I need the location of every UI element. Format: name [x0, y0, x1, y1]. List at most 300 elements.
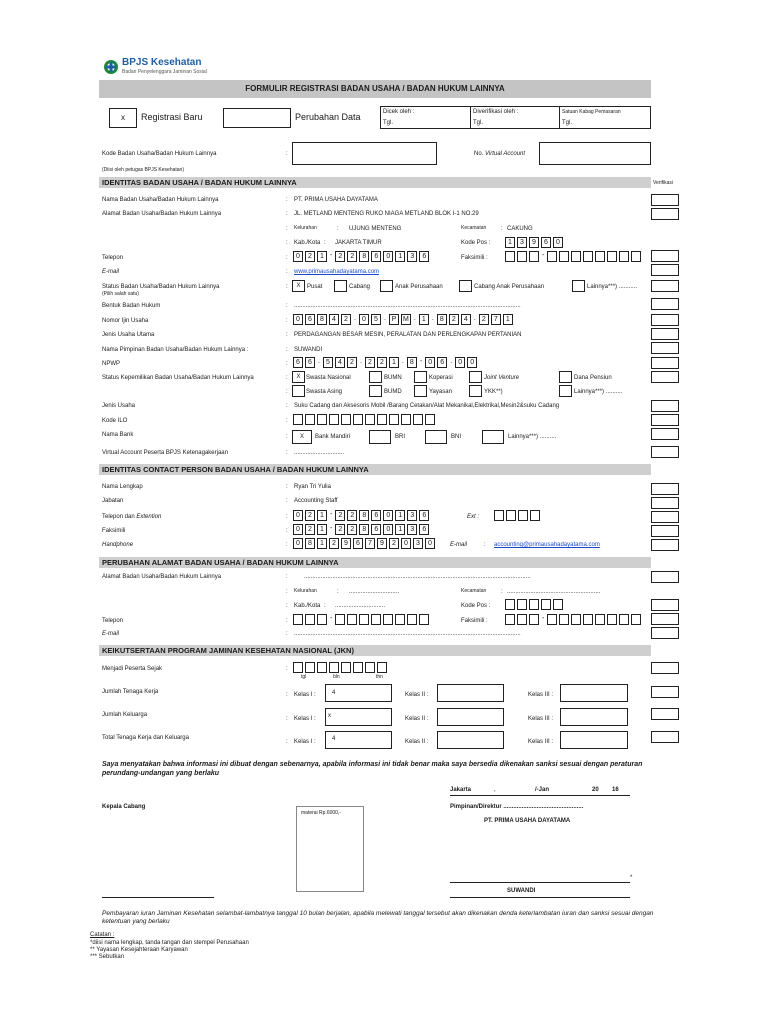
char-cell[interactable]	[595, 614, 605, 625]
swasta-nasional-checkbox[interactable]: X	[292, 371, 305, 383]
char-cell[interactable]	[305, 614, 315, 625]
k3-label: Kelas III :	[528, 692, 554, 698]
cabang-anak-checkbox[interactable]	[459, 280, 472, 292]
izin-cells[interactable]	[293, 314, 515, 325]
colon: :	[337, 589, 339, 595]
catatan-title: Catatan :	[90, 932, 115, 938]
char-cell[interactable]	[395, 614, 405, 625]
jkn-tk-label: Jumlah Tenaga Kerja	[102, 689, 159, 695]
char-cell[interactable]	[377, 662, 387, 673]
lainnya2-checkbox[interactable]	[559, 385, 572, 397]
char-cell[interactable]	[583, 251, 593, 262]
direktur-sign-line	[450, 882, 630, 883]
bank-label: Nama Bank	[102, 432, 134, 438]
ab-faks-cells[interactable]	[505, 614, 643, 625]
char-cell[interactable]: M	[401, 314, 411, 325]
char-cell[interactable]	[425, 414, 435, 425]
lainnya-checkbox[interactable]	[572, 280, 585, 292]
char-cell[interactable]	[317, 614, 327, 625]
kodepos-cells[interactable]	[505, 237, 565, 248]
jkn-sejak-cells[interactable]	[293, 662, 389, 673]
verifikasi-checkbox[interactable]	[651, 497, 679, 509]
char-cell[interactable]: -	[541, 251, 545, 262]
char-cell[interactable]: 8	[359, 251, 369, 262]
char-cell[interactable]: 1	[505, 237, 515, 248]
char-cell[interactable]: -	[329, 614, 333, 625]
virtual-account-input[interactable]	[539, 142, 651, 165]
char-cell[interactable]	[631, 614, 641, 625]
satgas-tgl: Tgl.	[562, 120, 573, 126]
char-cell[interactable]: 1	[317, 524, 327, 535]
registrasi-baru-checkbox[interactable]: x	[109, 108, 137, 128]
char-cell[interactable]: 0	[383, 510, 393, 521]
char-cell[interactable]: 7	[491, 314, 501, 325]
char-cell[interactable]: 8	[305, 538, 315, 549]
char-cell[interactable]	[583, 614, 593, 625]
swasta-asing-checkbox[interactable]	[292, 385, 305, 397]
char-cell[interactable]: 1	[395, 524, 405, 535]
cp-jabatan-label: Jabatan	[102, 498, 124, 504]
char-cell[interactable]: 4	[329, 314, 339, 325]
char-cell[interactable]: .	[413, 314, 417, 325]
total-kelas1-input[interactable]: 4	[325, 731, 392, 749]
ab-alamat-label: Alamat Badan Usaha/Badan Hukum Lainnya	[102, 574, 222, 580]
char-cell[interactable]: 1	[395, 510, 405, 521]
ykk-label: YKK**)	[484, 389, 503, 395]
char-cell[interactable]	[530, 510, 540, 521]
char-cell[interactable]: 5	[323, 357, 333, 368]
ykk-checkbox[interactable]	[469, 385, 482, 397]
char-cell[interactable]: 9	[377, 538, 387, 549]
char-cell[interactable]: 0	[401, 538, 411, 549]
char-cell[interactable]	[553, 599, 563, 610]
cabang-anak-label: Cabang Anak Perusahaan	[474, 284, 545, 290]
char-cell[interactable]: 2	[335, 524, 345, 535]
nama-label: Nama Badan Usaha/Badan Hukum Lainnya	[102, 197, 219, 203]
char-cell[interactable]: 2	[347, 524, 357, 535]
char-cell[interactable]	[505, 599, 515, 610]
char-cell[interactable]	[389, 414, 399, 425]
colon: :	[286, 197, 288, 203]
char-cell[interactable]: 0	[293, 251, 303, 262]
char-cell[interactable]: 2	[377, 357, 387, 368]
char-cell[interactable]: -	[329, 251, 333, 262]
verifikasi-checkbox[interactable]	[651, 298, 679, 310]
char-cell[interactable]: -	[329, 524, 333, 535]
colon: :	[501, 589, 503, 595]
kodepos-label: Kode Pos :	[461, 240, 491, 246]
char-cell[interactable]	[341, 414, 351, 425]
jkn-kel-label: Jumlah Keluarga	[102, 712, 148, 718]
char-cell[interactable]	[359, 614, 369, 625]
bumd-checkbox[interactable]	[369, 385, 382, 397]
verifikasi-checkbox[interactable]	[651, 371, 679, 383]
verifikasi-checkbox[interactable]	[651, 446, 679, 458]
char-cell[interactable]	[494, 510, 504, 521]
char-cell[interactable]	[317, 414, 327, 425]
verifikasi-checkbox[interactable]	[651, 342, 679, 354]
ab-telepon-cells[interactable]	[293, 614, 431, 625]
char-cell[interactable]	[365, 414, 375, 425]
declaration-text: Saya menyatakan bahwa informasi ini dibuat dengan sebenarnya, apabila informasi ini tidak benar maka saya bersedia dikenakan sanksi sesuai dengan peraturan perundang-undangan yang berlaku	[102, 761, 643, 777]
char-cell[interactable]: 6	[371, 251, 381, 262]
verifikasi-checkbox[interactable]	[651, 662, 679, 674]
char-cell[interactable]: 2	[329, 538, 339, 549]
colon: :	[286, 269, 288, 275]
char-cell[interactable]	[329, 662, 339, 673]
bni-checkbox[interactable]	[425, 430, 447, 444]
perubahan-data-checkbox[interactable]	[223, 108, 291, 128]
char-cell[interactable]: 6	[419, 510, 429, 521]
char-cell[interactable]	[293, 614, 303, 625]
char-cell[interactable]: 0	[359, 314, 369, 325]
char-cell[interactable]: 3	[413, 538, 423, 549]
char-cell[interactable]	[305, 662, 315, 673]
char-cell[interactable]: 8	[407, 357, 417, 368]
char-cell[interactable]: 2	[305, 251, 315, 262]
catatan-1: *diisi nama lengkap, tanda tangan dan stempel Perusahaan	[90, 940, 249, 946]
cp-email-link[interactable]: accounting@primausahadayatama.com	[494, 542, 600, 548]
char-cell[interactable]	[365, 662, 375, 673]
ab-email-label: E-mail	[102, 631, 120, 637]
bri-checkbox[interactable]	[369, 430, 391, 444]
char-cell[interactable]: 0	[383, 251, 393, 262]
char-cell[interactable]	[517, 251, 527, 262]
char-cell[interactable]	[607, 614, 617, 625]
kode-badan-usaha-input[interactable]	[292, 142, 437, 165]
char-cell[interactable]: 2	[347, 357, 357, 368]
kode-note: (Diisi oleh petugas BPJS Kesehatan)	[102, 167, 184, 173]
char-cell[interactable]: 6	[419, 524, 429, 535]
char-cell[interactable]: 0	[293, 524, 303, 535]
nama-value: PT. PRIMA USAHA DAYATAMA	[294, 197, 378, 203]
jenis2-label: Jenis Usaha	[102, 403, 136, 409]
char-cell[interactable]: .	[449, 357, 453, 368]
char-cell[interactable]: 8	[317, 314, 327, 325]
char-cell[interactable]	[517, 614, 527, 625]
char-cell[interactable]: 2	[335, 510, 345, 521]
char-cell[interactable]	[341, 662, 351, 673]
k1-label: Kelas I :	[294, 692, 316, 698]
char-cell[interactable]: .	[359, 357, 363, 368]
char-cell[interactable]: 1	[503, 314, 513, 325]
char-cell[interactable]	[571, 251, 581, 262]
verifikasi-checkbox[interactable]	[651, 539, 679, 551]
faks-cells[interactable]	[505, 251, 643, 262]
materai-label: materai Rp.6000,-	[301, 810, 342, 816]
char-cell[interactable]: 2	[365, 357, 375, 368]
char-cell[interactable]: 2	[347, 251, 357, 262]
va-bpjs-label: Virtual Account Peserta BPJS Ketenagakerjaan	[102, 450, 228, 456]
char-cell[interactable]	[347, 614, 357, 625]
char-cell[interactable]	[383, 614, 393, 625]
colon: :	[286, 498, 288, 504]
char-cell[interactable]	[505, 251, 515, 262]
ab-alamat-dots: ........................................................................................................................................	[304, 574, 531, 580]
char-cell[interactable]: 1	[317, 538, 327, 549]
char-cell[interactable]: 2	[305, 524, 315, 535]
sign-tgl: /-Jan	[535, 787, 550, 793]
dapen-checkbox[interactable]	[559, 371, 572, 383]
char-cell[interactable]: 5	[371, 314, 381, 325]
char-cell[interactable]: 1	[317, 251, 327, 262]
char-cell[interactable]: 0	[293, 538, 303, 549]
char-cell[interactable]: 8	[359, 510, 369, 521]
char-cell[interactable]	[595, 251, 605, 262]
brand-sub: Badan Penyelenggara Jaminan Sosial	[122, 69, 207, 75]
char-cell[interactable]: 8	[359, 524, 369, 535]
email-link[interactable]: www.primausahadayatama.com	[294, 269, 380, 275]
colon: :	[286, 666, 288, 672]
char-cell[interactable]	[541, 599, 551, 610]
char-cell[interactable]	[293, 414, 303, 425]
colon: :	[286, 631, 288, 637]
bentuk-dots: ........................................................................................................................................	[294, 303, 521, 309]
tk-kelas3-input[interactable]	[560, 684, 628, 702]
char-cell[interactable]: 2	[335, 251, 345, 262]
char-cell[interactable]	[305, 414, 315, 425]
cp-nama-value: Ryan Tri Yulia	[294, 484, 331, 490]
catatan-3: *** Sebutkan	[90, 954, 125, 960]
cp-ext-cells[interactable]	[494, 510, 542, 521]
tk-kelas2-input[interactable]	[437, 684, 504, 702]
registrasi-baru-label: Registrasi Baru	[141, 112, 203, 122]
ab-kel-label: Kelurahan	[294, 588, 317, 594]
anak-checkbox[interactable]	[380, 280, 393, 292]
char-cell[interactable]: 0	[553, 237, 563, 248]
char-cell[interactable]	[619, 251, 629, 262]
section-jkn: KEIKUTSERTAAN PROGRAM JAMINAN KESEHATAN NASIONAL (JKN)	[99, 645, 651, 656]
char-cell[interactable]	[401, 414, 411, 425]
char-cell[interactable]	[547, 251, 557, 262]
char-cell[interactable]: 6	[437, 357, 447, 368]
char-cell[interactable]	[559, 251, 569, 262]
colon: :	[286, 332, 288, 338]
char-cell[interactable]	[377, 414, 387, 425]
colon: :	[286, 403, 288, 409]
verifikasi-checkbox[interactable]	[651, 208, 679, 220]
npwp-label: NPWP	[102, 361, 120, 367]
jkn-sejak-label: Menjadi Peserta Sejak	[102, 666, 163, 672]
verifikasi-checkbox[interactable]	[651, 599, 679, 611]
char-cell[interactable]: 6	[371, 510, 381, 521]
ilo-label: Kode ILO	[102, 418, 128, 424]
char-cell[interactable]: -	[329, 510, 333, 521]
char-cell[interactable]: 6	[305, 357, 315, 368]
char-cell[interactable]: 3	[517, 237, 527, 248]
char-cell[interactable]: -	[419, 357, 423, 368]
char-cell[interactable]: 0	[293, 314, 303, 325]
colon: :	[286, 589, 288, 595]
char-cell[interactable]: 0	[425, 357, 435, 368]
char-cell[interactable]	[631, 251, 641, 262]
koperasi-label: Koperasi	[429, 375, 453, 381]
total-kelas2-input[interactable]	[437, 731, 504, 749]
char-cell[interactable]: 0	[455, 357, 465, 368]
pusat-checkbox[interactable]: X	[292, 280, 305, 292]
npwp-cells[interactable]	[293, 357, 479, 368]
cp-nama-label: Nama Lengkap	[102, 484, 143, 490]
char-cell[interactable]: 7	[365, 538, 375, 549]
bank-lain-checkbox[interactable]	[482, 430, 504, 444]
char-cell[interactable]: 2	[389, 538, 399, 549]
section-identitas: IDENTITAS BADAN USAHA / BADAN HUKUM LAINNYA	[99, 177, 651, 188]
char-cell[interactable]: 0	[467, 357, 477, 368]
char-cell[interactable]: 2	[347, 510, 357, 521]
verifikasi-checkbox[interactable]	[651, 511, 679, 523]
char-cell[interactable]: 3	[407, 524, 417, 535]
verifikasi-checkbox[interactable]	[651, 525, 679, 537]
char-cell[interactable]: .	[383, 314, 387, 325]
verifikasi-checkbox[interactable]	[651, 731, 679, 743]
cp-telp-cells[interactable]	[293, 510, 431, 521]
ab-kodepos-cells[interactable]	[505, 599, 565, 610]
verifikasi-checkbox[interactable]	[651, 357, 679, 369]
bni-label: BNI	[451, 434, 462, 440]
colon: :	[286, 484, 288, 490]
char-cell[interactable]: 1	[419, 314, 429, 325]
brand-name: BPJS Kesehatan	[122, 57, 202, 68]
jv-checkbox[interactable]	[469, 371, 482, 383]
sign-tahun-a: 20	[592, 787, 599, 793]
verifikasi-checkbox[interactable]	[651, 686, 679, 698]
char-cell[interactable]	[293, 662, 303, 673]
verifikasi-checkbox[interactable]	[651, 314, 679, 326]
char-cell[interactable]	[518, 510, 528, 521]
char-cell[interactable]	[353, 662, 363, 673]
koperasi-checkbox[interactable]	[414, 371, 427, 383]
mandiri-checkbox[interactable]: X	[292, 430, 312, 444]
kel-kelas1-input[interactable]: x	[325, 708, 392, 726]
verifikasi-checkbox[interactable]	[651, 400, 679, 412]
cabang-checkbox[interactable]	[334, 280, 347, 292]
char-cell[interactable]: 2	[341, 314, 351, 325]
char-cell[interactable]	[517, 599, 527, 610]
colon: :	[286, 434, 288, 440]
char-cell[interactable]: .	[473, 314, 477, 325]
char-cell[interactable]: 6	[541, 237, 551, 248]
verifikasi-checkbox[interactable]	[651, 250, 679, 262]
char-cell[interactable]	[506, 510, 516, 521]
verifikasi-checkbox[interactable]	[651, 571, 679, 583]
char-cell[interactable]: 0	[425, 538, 435, 549]
dapen-label: Dana Pensiun	[574, 375, 612, 381]
char-cell[interactable]: P	[389, 314, 399, 325]
colon: :	[286, 514, 288, 520]
verifikasi-checkbox[interactable]	[651, 328, 679, 340]
char-cell[interactable]: .	[401, 357, 405, 368]
char-cell[interactable]: 1	[395, 251, 405, 262]
telepon-cells[interactable]	[293, 251, 431, 262]
char-cell[interactable]	[371, 614, 381, 625]
char-cell[interactable]	[335, 614, 345, 625]
bumn-checkbox[interactable]	[369, 371, 382, 383]
char-cell[interactable]: -	[541, 614, 545, 625]
char-cell[interactable]	[529, 251, 539, 262]
char-cell[interactable]: .	[353, 314, 357, 325]
char-cell[interactable]: 3	[407, 251, 417, 262]
char-cell[interactable]	[607, 251, 617, 262]
char-cell[interactable]: 6	[293, 357, 303, 368]
cp-faks-cells[interactable]	[293, 524, 431, 535]
char-cell[interactable]	[619, 614, 629, 625]
verifikasi-checkbox[interactable]	[651, 627, 679, 639]
char-cell[interactable]: 1	[389, 357, 399, 368]
bank-lain-label: Lainnya***) ..........	[508, 434, 557, 440]
char-cell[interactable]	[419, 614, 429, 625]
ab-faks-label: Faksimili :	[461, 618, 488, 624]
section-perubahan-alamat: PERUBAHAN ALAMAT BADAN USAHA / BADAN HUKUM LAINNYA	[99, 557, 651, 568]
char-cell[interactable]: 8	[437, 314, 447, 325]
total-kelas3-input[interactable]	[560, 731, 628, 749]
char-cell[interactable]	[529, 599, 539, 610]
char-cell[interactable]	[547, 614, 557, 625]
char-cell[interactable]: 4	[335, 357, 345, 368]
char-cell[interactable]: 0	[293, 510, 303, 521]
satgas-box	[559, 106, 651, 129]
char-cell[interactable]	[407, 614, 417, 625]
verifikasi-checkbox[interactable]	[651, 414, 679, 426]
char-cell[interactable]: 6	[353, 538, 363, 549]
cp-jabatan-value: Accounting Staff	[294, 498, 338, 504]
verifikasi-checkbox[interactable]	[651, 280, 679, 292]
kel-kelas3-input[interactable]	[560, 708, 628, 726]
cp-hp-label: Handphone	[102, 542, 134, 548]
char-cell[interactable]: 6	[419, 251, 429, 262]
char-cell[interactable]	[505, 614, 515, 625]
verifikasi-checkbox[interactable]	[651, 613, 679, 625]
char-cell[interactable]: 9	[529, 237, 539, 248]
anak-label: Anak Perusahaan	[395, 284, 443, 290]
ilo-cells[interactable]	[293, 414, 437, 425]
char-cell[interactable]: 0	[383, 524, 393, 535]
bri-label: BRI	[395, 434, 406, 440]
char-cell[interactable]: 2	[479, 314, 489, 325]
verifikasi-checkbox[interactable]	[651, 194, 679, 206]
cp-hp-cells[interactable]	[293, 538, 437, 549]
char-cell[interactable]: 6	[371, 524, 381, 535]
verifikasi-checkbox[interactable]	[651, 428, 679, 440]
kel-kelas2-input[interactable]	[437, 708, 504, 726]
kel-value: UJUNG MENTENG	[349, 226, 402, 232]
char-cell[interactable]	[571, 614, 581, 625]
char-cell[interactable]	[413, 414, 423, 425]
char-cell[interactable]	[559, 614, 569, 625]
verifikasi-checkbox[interactable]	[651, 708, 679, 720]
char-cell[interactable]: 2	[305, 510, 315, 521]
colon: :	[484, 542, 486, 548]
char-cell[interactable]: 1	[317, 510, 327, 521]
char-cell[interactable]	[329, 414, 339, 425]
verifikasi-checkbox[interactable]	[651, 264, 679, 276]
sign-kota: Jakarta	[450, 787, 472, 793]
char-cell[interactable]: .	[431, 314, 435, 325]
verifikasi-checkbox[interactable]	[651, 483, 679, 495]
char-cell[interactable]: 9	[341, 538, 351, 549]
char-cell[interactable]	[353, 414, 363, 425]
yayasan-checkbox[interactable]	[414, 385, 427, 397]
kepala-sign-line	[102, 897, 214, 898]
char-cell[interactable]: 6	[305, 314, 315, 325]
char-cell[interactable]: 2	[449, 314, 459, 325]
tk-kelas1-input[interactable]: 4	[325, 684, 392, 702]
char-cell[interactable]	[317, 662, 327, 673]
char-cell[interactable]: .	[317, 357, 321, 368]
char-cell[interactable]: 3	[407, 510, 417, 521]
char-cell[interactable]: 4	[461, 314, 471, 325]
char-cell[interactable]	[529, 614, 539, 625]
sign-tahun-b: 16	[612, 787, 619, 793]
